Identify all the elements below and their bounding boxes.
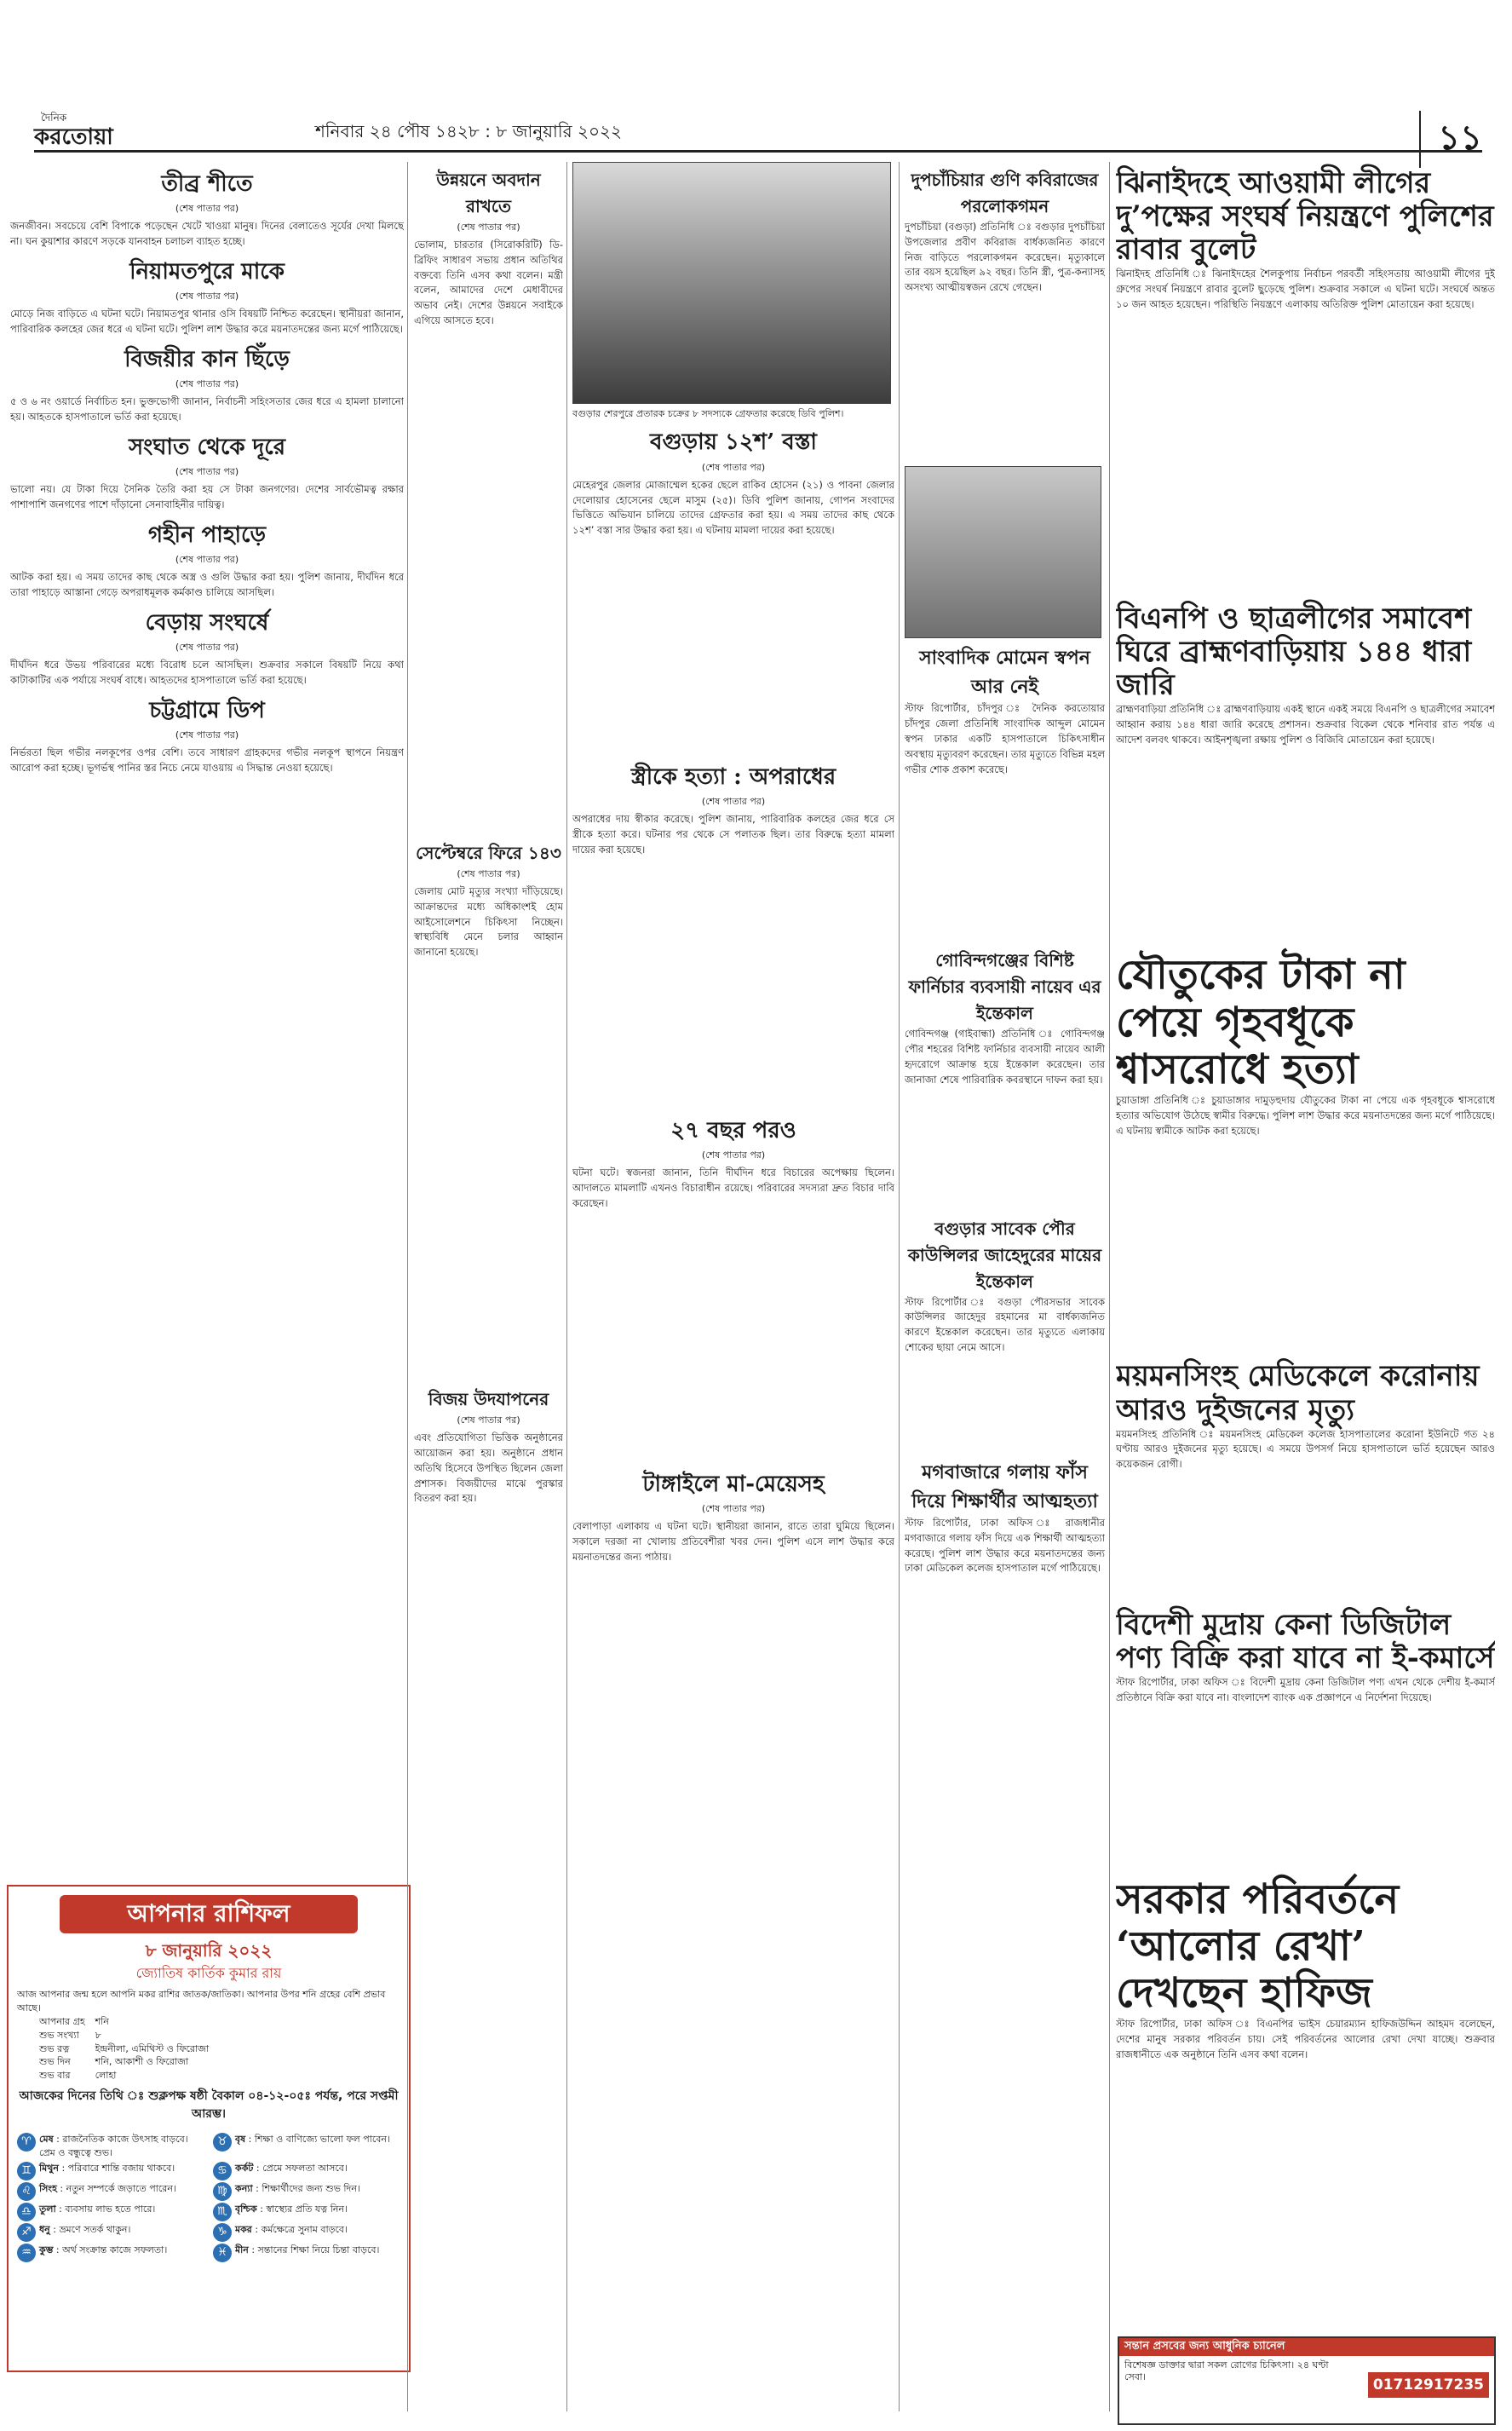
- table-value: ৮: [95, 2029, 101, 2041]
- ad-headline: সন্তান প্রসবের জন্য আধুনিক চ্যানেল: [1119, 2338, 1494, 2356]
- newspaper-logo: [34, 111, 136, 150]
- article-body: এবং প্রতিযোগিতা ভিত্তিক অনুষ্ঠানের আয়োজন করা হয়। অনুষ্ঠানে প্রধান অতিথি হিসেবে উপস্থিত ছিলেন জেলা প্রশাসক। বিজয়ীদের মাঝে পুরস্কার বিতরণ করা হয়।: [414, 1432, 563, 1505]
- headline: বেড়ায় সংঘর্ষে: [145, 609, 269, 636]
- zodiac-text: কর্মক্ষেত্রে সুনাম বাড়বে।: [261, 2223, 348, 2235]
- zodiac-icon: ♑: [213, 2223, 232, 2242]
- continued-note: (শেষ পাতার পর): [175, 554, 239, 566]
- continued-note: (শেষ পাতার পর): [175, 642, 239, 654]
- advertisement: [1118, 2336, 1496, 2425]
- continued-note: (শেষ পাতার পর): [701, 461, 766, 473]
- obituary-title: সাংবাদিক মোমেন স্বপন আর নেই: [919, 647, 1090, 699]
- headline: গহীন পাহাড়ে: [147, 521, 267, 548]
- zodiac-name: মিথুন: [39, 2162, 59, 2174]
- column-4: [905, 162, 1105, 2411]
- article-body: ৫ ও ৬ নং ওয়ার্ডে নির্বাচিত হন। ভুক্তভোগী জানান, নির্বাচনী সহিংসতার জের ধরে এ হামলা চালানো হয়। আহতকে হাসপাতালে ভর্তি করা হয়েছে।: [10, 395, 404, 423]
- column-divider: [899, 162, 900, 2411]
- horoscope-table: [34, 2015, 214, 2083]
- headline: ঝিনাইদহে আওয়ামী লীগের দু’পক্ষের সংঘর্ষ নিয়ন্ত্রণে পুলিশের রাবার বুলেট: [1116, 166, 1494, 268]
- headline: চট্টগ্রামে ডিপ: [149, 697, 265, 723]
- table-key: শুভ দিন: [39, 2056, 71, 2068]
- table-row: [34, 2055, 214, 2069]
- article-body: স্টাফ রিপোর্টার ঃ বগুড়া পৌরসভার সাবেক কাউন্সিলর জাহেদুর রহমানের মা বার্ধক্যজনিত কারণে ইন্তেকাল করেছেন। তার মৃত্যুতে এলাকায় শোকের ছায়া নেমে আসে।: [905, 1295, 1105, 1353]
- article-body: ঝিনাইদহ প্রতিনিধি ঃ ঝিনাইদহের শৈলকুপায় নির্বাচন পরবর্তী সহিংসতায় আওয়ামী লীগের দুই গ্রুপের সংঘর্ষ নিয়ন্ত্রণে রাবার বুলেট ছুড়েছে পুলিশ। শুক্রবার সকালে এ ঘটনা ঘটে। সংঘর্ষে অন্তত ১০ জন আহত হয়েছেন। পরিস্থিতি নিয়ন্ত্রণে এলাকায় অতিরিক্ত পুলিশ মোতায়েন করা হয়েছে।: [1116, 268, 1495, 310]
- zodiac-item: ♓ মীন : সন্তানের শিক্ষা নিয়ে চিন্তা বাড়বে।: [213, 2244, 400, 2262]
- zodiac-text: ব্যবসায় লাভ হতে পারে।: [65, 2203, 156, 2215]
- headline: দুপচাঁচিয়ার গুণি কবিরাজের পরলোকগমন: [911, 170, 1099, 216]
- zodiac-text: অর্থ সংক্রান্ত কাজে সফলতা।: [62, 2244, 168, 2255]
- continued-note: (শেষ পাতার পর): [175, 291, 239, 302]
- column-1: [10, 162, 404, 1875]
- continued-note: (শেষ পাতার পর): [701, 796, 766, 808]
- zodiac-item: ♌ সিংহ : নতুন সম্পর্কে জড়াতে পারেন।: [17, 2182, 204, 2201]
- horoscope-box: [7, 1885, 411, 2372]
- page-number: ১১: [1419, 111, 1482, 168]
- zodiac-icon: ♎: [17, 2203, 36, 2221]
- zodiac-name: সিংহ: [39, 2182, 57, 2194]
- headline: গোবিন্দগঞ্জের বিশিষ্ট ফার্নিচার ব্যবসায়ী নায়েব এর ইন্তেকাল: [908, 950, 1101, 1024]
- zodiac-item: ♏ বৃশ্চিক : স্বাস্থ্যের প্রতি যত্ন নিন।: [213, 2203, 400, 2221]
- table-row: [34, 2029, 214, 2042]
- zodiac-icon: ♍: [213, 2182, 232, 2201]
- horoscope-intro: আজ আপনার জন্ম হলে আপনি মকর রাশির জাতক/জাতিকা। আপনার উপর শনি গ্রহের বেশি প্রভাব আছে।: [17, 1988, 386, 2013]
- continued-note: (শেষ পাতার পর): [701, 1149, 766, 1161]
- zodiac-item: ♒ কুম্ভ : অর্থ সংক্রান্ত কাজে সফলতা।: [17, 2244, 204, 2262]
- headline: সংঘাত থেকে দূরে: [128, 434, 285, 460]
- zodiac-item: ♐ ধনু : ভ্রমণে সতর্ক থাকুন।: [17, 2223, 204, 2242]
- table-row: [34, 2069, 214, 2082]
- table-key: শুভ বার: [39, 2070, 71, 2082]
- article-body: গোবিন্দগঞ্জ (গাইবান্ধা) প্রতিনিধি ঃ গোবিন্দগঞ্জ পৌর শহরের বিশিষ্ট ফার্নিচার ব্যবসায়ী নায়েব আলী হৃদরোগে আক্রান্ত হয়ে ইন্তেকাল করেছেন। তার জানাজা শেষে পারিবারিক কবরস্থানে দাফন করা হয়।: [905, 1028, 1105, 1086]
- headline: মগবাজারে গলায় ফাঁস দিয়ে শিক্ষার্থীর আত্মহত্যা: [911, 1460, 1098, 1512]
- masthead: [34, 111, 1482, 158]
- table-value: ইন্দ্রনীলা, এমিথিস্ট ও ফিরোজা: [95, 2042, 210, 2054]
- article-body: স্টাফ রিপোর্টার, ঢাকা অফিস ঃ বিএনপির ভাইস চেয়ারম্যান হাফিজউদ্দিন আহমদ বলেছেন, দেশের মানুষ সরকার পরিবর্তন চায়। সেই পরিবর্তনের আলোর রেখা দেখা যাচ্ছে। শুক্রবার রাজধানীতে এক অনুষ্ঠানে তিনি এসব কথা বলেন।: [1116, 2018, 1495, 2061]
- tithi-note: আজকের দিনের তিথি ঃ শুক্লপক্ষ ষষ্ঠী বৈকাল ০৪-১২-০৫ঃ পর্যন্ত, পরে সপ্তমী আরম্ভ।: [19, 2089, 399, 2121]
- portrait-photo: [905, 466, 1101, 638]
- article-body: মেহেরপুর জেলার মোজাম্মেল হকের ছেলে রাকিব হোসেন (২১) ও পাবনা জেলার দেলোয়ার হোসেনের ছেলে মাসুম (২৫)। ডিবি পুলিশ জানায়, গোপন সংবাদের ভিত্তিতে অভিযান চালিয়ে তাদের গ্রেফতার করা হয়। এ সময় তাদের কাছ থেকে ১২শ’ বস্তা সার উদ্ধার করা হয়। এ ঘটনায় মামলা দায়ের করা হয়েছে।: [572, 478, 894, 537]
- article-body: দুপচাঁচিয়া (বগুড়া) প্রতিনিধি ঃ বগুড়ার দুপচাঁচিয়া উপজেলার প্রবীণ কবিরাজ বার্ধক্যজনিত কারণে নিজ বাড়িতে পরলোকগমন করেছেন। মৃত্যুকালে তার বয়স হয়েছিল ৯২ বছর। তিনি স্ত্রী, পুত্র-কন্যাসহ অসংখ্য আত্মীয়স্বজন রেখে গেছেন।: [905, 221, 1105, 294]
- zodiac-text: শিক্ষার্থীদের জন্য শুভ দিন।: [262, 2182, 360, 2194]
- ad-phone[interactable]: 01712917235: [1368, 2372, 1489, 2398]
- zodiac-text: পরিবারে শান্তি বজায় থাকবে।: [67, 2162, 175, 2174]
- headline: বিজয় উদযাপনের: [428, 1389, 549, 1410]
- zodiac-text: সন্তানের শিক্ষা নিয়ে চিন্তা বাড়বে।: [257, 2244, 380, 2255]
- article-body: ব্রাহ্মণবাড়িয়া প্রতিনিধি ঃ ব্রাহ্মণবাড়িয়ায় একই স্থানে একই সময়ে বিএনপি ও ছাত্রলীগের সমাবেশ আহ্বান করায় ১৪৪ ধারা জারি করেছে প্রশাসন। শুক্রবার বিকেল থেকে শনিবার রাত পর্যন্ত এ আদেশ বলবৎ থাকবে। আইনশৃঙ্খলা রক্ষায় পুলিশ ও বিজিবি মোতায়েন করা হয়েছে।: [1116, 703, 1495, 746]
- ad-body: বিশেষজ্ঞ ডাক্তার দ্বারা সকল রোগের চিকিৎসা। ২৪ ঘণ্টা সেবা।: [1124, 2359, 1329, 2383]
- continued-note: (শেষ পাতার পর): [457, 222, 520, 233]
- article-body: ঘটনা ঘটে। স্বজনরা জানান, তিনি দীর্ঘদিন ধরে বিচারের অপেক্ষায় ছিলেন। আদালতে মামলাটি এখনও বিচারাধীন রয়েছে। পরিবারের সদস্যরা দ্রুত বিচার দাবি করেছেন।: [572, 1167, 894, 1209]
- headline: বিএনপি ও ছাত্রলীগের সমাবেশ ঘিরে ব্রাহ্মণবাড়িয়ায় ১৪৪ ধারা জারি: [1116, 601, 1472, 702]
- table-key: আপনার গ্রহ: [39, 2015, 85, 2027]
- column-divider: [407, 162, 408, 2411]
- continued-note: (শেষ পাতার পর): [701, 1502, 766, 1514]
- zodiac-name: বৃশ্চিক: [235, 2203, 257, 2215]
- zodiac-name: ধনু: [39, 2223, 50, 2235]
- column-5: [1116, 162, 1495, 2326]
- headline: বগুড়ার সাবেক পৌর কাউন্সিলর জাহেদুরের মায়ের ইন্তেকাল: [907, 1218, 1102, 1292]
- zodiac-icon: ♏: [213, 2203, 232, 2221]
- zodiac-item: ♋ কর্কট : প্রেমে সফলতা আসবে।: [213, 2162, 400, 2180]
- zodiac-icon: ♊: [17, 2162, 36, 2180]
- astrologer-name: জ্যোতিষ কার্তিক কুমার রায়: [135, 1964, 282, 1981]
- article-body: স্টাফ রিপোর্টার, ঢাকা অফিস ঃ বিদেশী মুদ্রায় কেনা ডিজিটাল পণ্য এখন থেকে দেশীয় ই-কমার্স প্রতিষ্ঠানে বিক্রি করা যাবে না। বাংলাদেশ ব্যাংক এক প্রজ্ঞাপনে এ নির্দেশনা দিয়েছে।: [1116, 1676, 1495, 1704]
- article-body: চুয়াডাঙ্গা প্রতিনিধি ঃ চুয়াডাঙ্গার দামুড়হুদায় যৌতুকের টাকা না পেয়ে এক গৃহবধূকে শ্বাসরোধে হত্যার অভিযোগ উঠেছে স্বামীর বিরুদ্ধে। পুলিশ লাশ উদ্ধার করে ময়নাতদন্তের জন্য মর্গে পাঠিয়েছে। এ ঘটনায় স্বামীকে আটক করা হয়েছে।: [1116, 1094, 1495, 1137]
- headline: যৌতুকের টাকা না পেয়ে গৃহবধূকে শ্বাসরোধে হত্যা: [1116, 951, 1406, 1093]
- zodiac-name: মীন: [235, 2244, 249, 2255]
- article-body: জেলায় মোট মৃত্যুর সংখ্যা দাঁড়িয়েছে। আক্রান্তদের মধ্যে অধিকাংশই হোম আইসোলেশনে চিকিৎসা নিচ্ছেন। স্বাস্থ্যবিধি মেনে চলার আহ্বান জানানো হয়েছে।: [414, 884, 563, 959]
- table-value: লোহা: [95, 2070, 117, 2082]
- table-row: [34, 2042, 214, 2056]
- zodiac-item: ♑ মকর : কর্মক্ষেত্রে সুনাম বাড়বে।: [213, 2223, 400, 2242]
- zodiac-icon: ♉: [213, 2133, 232, 2152]
- zodiac-text: নতুন সম্পর্কে জড়াতে পারেন।: [66, 2182, 176, 2194]
- continued-note: (শেষ পাতার পর): [175, 378, 239, 390]
- article-body: অপরাধের দায় স্বীকার করেছে। পুলিশ জানায়, পারিবারিক কলহের জের ধরে সে স্ত্রীকে হত্যা করে। ঘটনার পর থেকে সে পলাতক ছিল। তার বিরুদ্ধে হত্যা মামলা দায়ের করা হয়েছে।: [572, 813, 894, 855]
- article-body: স্টাফ রিপোর্টার, ঢাকা অফিস ঃ রাজধানীর মগবাজারে গলায় ফাঁস দিয়ে এক শিক্ষার্থী আত্মহত্যা করেছে। পুলিশ লাশ উদ্ধার করে ময়নাতদন্তের জন্য ঢাকা মেডিকেল কলেজ হাসপাতাল মর্গে পাঠিয়েছে।: [905, 1517, 1105, 1575]
- zodiac-name: কন্যা: [235, 2182, 253, 2194]
- zodiac-name: মকর: [235, 2223, 252, 2235]
- zodiac-icon: ♌: [17, 2182, 36, 2201]
- zodiac-icon: ♋: [213, 2162, 232, 2180]
- zodiac-item: ♍ কন্যা : শিক্ষার্থীদের জন্য শুভ দিন।: [213, 2182, 400, 2201]
- table-key: শুভ সংখ্যা: [39, 2029, 79, 2041]
- zodiac-text: রাজনৈতিক কাজে উৎসাহ বাড়বে। প্রেম ও বন্ধুত্বে শুভ।: [39, 2133, 188, 2158]
- continued-note: (শেষ পাতার পর): [175, 203, 239, 215]
- column-3: [572, 162, 894, 2411]
- zodiac-text: স্বাস্থ্যের প্রতি যত্ন নিন।: [266, 2203, 348, 2215]
- table-value: শনি: [95, 2015, 109, 2027]
- zodiac-item: ♊ মিথুন : পরিবারে শান্তি বজায় থাকবে।: [17, 2162, 204, 2180]
- zodiac-name: মেষ: [39, 2133, 54, 2145]
- article-body: বেলাপাড়া এলাকায় এ ঘটনা ঘটে। স্থানীয়রা জানান, রাতে তারা ঘুমিয়ে ছিলেন। সকালে দরজা না খোলায় প্রতিবেশীরা খবর দেন। পুলিশ এসে লাশ উদ্ধার করে ময়নাতদন্তের জন্য পাঠায়।: [572, 1519, 894, 1563]
- headline: ময়মনসিংহ মেডিকেলে করোনায় আরও দুইজনের মৃত্যু: [1116, 1359, 1480, 1427]
- zodiac-text: ভ্রমণে সতর্ক থাকুন।: [59, 2223, 131, 2235]
- news-photo: [572, 162, 891, 404]
- horoscope-date: ৮ জানুয়ারি ২০২২: [145, 1939, 273, 1961]
- continued-note: (শেষ পাতার পর): [175, 729, 239, 741]
- article-body: আটক করা হয়। এ সময় তাদের কাছ থেকে অস্ত্র ও গুলি উদ্ধার করা হয়। পুলিশ জানায়, দীর্ঘদিন ধরে তারা পাহাড়ে আস্তানা গেড়ে অপরাধমূলক কর্মকাণ্ড চালিয়ে আসছিল।: [10, 571, 404, 599]
- continued-note: (শেষ পাতার পর): [457, 867, 520, 879]
- headline: সরকার পরিবর্তনে ‘আলোর রেখা’ দেখছেন হাফিজ: [1116, 1875, 1400, 2018]
- headline: বগুড়ায় ১২শ’ বস্তা: [650, 429, 817, 456]
- zodiac-list: [9, 2128, 409, 2267]
- headline: তীব্র শীতে: [161, 171, 253, 197]
- logo-main-text: করতোয়া: [34, 124, 113, 150]
- headline: নিয়ামতপুরে মাকে: [129, 258, 285, 285]
- zodiac-name: কুম্ভ: [39, 2244, 54, 2255]
- ad-clinic-name: সিটি মেডিসিন সেন্টার: [1400, 2342, 1489, 2353]
- zodiac-text: প্রেমে সফলতা আসবে।: [262, 2162, 348, 2174]
- headline: স্ত্রীকে হত্যা : অপরাধের: [630, 763, 836, 790]
- article-body: ময়মনসিংহ প্রতিনিধি ঃ ময়মনসিংহ মেডিকেল কলেজ হাসপাতালের করোনা ইউনিটে গত ২৪ ঘণ্টায় আরও দুইজনের মৃত্যু হয়েছে। এ সময়ে উপসর্গ নিয়ে হাসপাতালে ভর্তি হয়েছেন আরও কয়েকজন রোগী।: [1116, 1427, 1495, 1471]
- headline: উন্নয়নে অবদান রাখতে: [436, 170, 541, 216]
- zodiac-icon: ♈: [17, 2133, 36, 2152]
- headline: বিজয়ীর কান ছিঁড়ে: [124, 346, 290, 372]
- zodiac-icon: ♓: [213, 2244, 232, 2262]
- zodiac-icon: ♐: [17, 2223, 36, 2242]
- headline: বিদেশী মুদ্রায় কেনা ডিজিটাল পণ্য বিক্রি করা যাবে না ই-কমার্সে: [1116, 1608, 1495, 1676]
- continued-note: (শেষ পাতার পর): [457, 1414, 520, 1426]
- article-body: নির্ভরতা ছিল গভীর নলকূপের ওপর বেশি। তবে সাধারণ গ্রাহকদের গভীর নলকূপ স্থাপনে নিয়ন্ত্রণ আরোপ করা হচ্ছে। ভূগর্ভস্থ পানির স্তর নিচে নেমে যাওয়ায় এ সিদ্ধান্ত নেওয়া হয়েছে।: [10, 746, 404, 774]
- headline: ২৭ বছর পরও: [670, 1117, 796, 1143]
- column-2: [414, 162, 563, 2411]
- article-body: দীর্ঘদিন ধরে উভয় পরিবারের মধ্যে বিরোধ চলে আসছিল। শুক্রবার সকালে বিষয়টি নিয়ে কথা কাটাকাটির এক পর্যায়ে সংঘর্ষ বাধে। আহতদের হাসপাতালে ভর্তি করা হয়েছে।: [10, 659, 404, 686]
- table-key: শুভ রত্ন: [39, 2042, 70, 2054]
- table-row: [34, 2015, 214, 2029]
- page-date: শনিবার ২৪ পৌষ ১৪২৮ : ৮ জানুয়ারি ২০২২: [315, 121, 622, 141]
- zodiac-name: বৃষ: [235, 2133, 246, 2145]
- headline: সেপ্টেম্বরে ফিরে ১৪৩: [416, 842, 561, 863]
- logo-small-text: দৈনিক: [41, 112, 67, 124]
- article-body: ভালো নয়। যে টাকা দিয়ে সৈনিক তৈরি করা হয় সে টাকা জনগণের। দেশের সার্বভৌমত্ব রক্ষার পাশাপাশি জনগণের পাশে দাঁড়ানো সেনাবাহিনীর দায়িত্ব।: [10, 483, 404, 511]
- zodiac-name: কর্কট: [235, 2162, 254, 2174]
- table-value: শনি, আকাশী ও ফিরোজা: [95, 2056, 189, 2068]
- article-body: ভোলাম, চারতার (সিরোকরিটি) ডি-ব্রিফিং সাধারণ সভায় প্রধান অতিথির বক্তব্যে তিনি এসব কথা বলেন। মন্ত্রী বলেন, আমাদের দেশে মেধাবীদের অভাব নেই। দেশের উন্নয়নে সবাইকে এগিয়ে আসতে হবে।: [414, 239, 563, 327]
- column-divider: [566, 162, 567, 2411]
- zodiac-item: ♎ তুলা : ব্যবসায় লাভ হতে পারে।: [17, 2203, 204, 2221]
- article-body: স্টাফ রিপোর্টার, চাঁদপুর ঃ দৈনিক করতোয়ার চাঁদপুর জেলা প্রতিনিধি সাংবাদিক আব্দুল মোমেন স্বপন ঢাকার একটি হাসপাতালে চিকিৎসাধীন অবস্থায় মৃত্যুবরণ করেছেন। তার মৃত্যুতে বিভিন্ন মহল গভীর শোক প্রকাশ করেছে।: [905, 702, 1105, 775]
- zodiac-item: ♉ বৃষ : শিক্ষা ও বাণিজ্যে ভালো ফল পাবেন।: [213, 2133, 400, 2160]
- continued-note: (শেষ পাতার পর): [175, 466, 239, 478]
- zodiac-item: ♈ মেষ : রাজনৈতিক কাজে উৎসাহ বাড়বে। প্রেম ও বন্ধুত্বে শুভ।: [17, 2133, 204, 2160]
- photo-caption: বগুড়ার শেরপুরে প্রতারক চক্রের ৮ সদস্যকে গ্রেফতার করেছে ডিবি পুলিশ।: [572, 408, 844, 419]
- horoscope-banner: আপনার রাশিফল: [60, 1895, 358, 1933]
- zodiac-text: শিক্ষা ও বাণিজ্যে ভালো ফল পাবেন।: [254, 2133, 390, 2145]
- column-divider: [1109, 162, 1110, 2411]
- article-body: জনজীবন। সবচেয়ে বেশি বিপাকে পড়েছেন খেটে খাওয়া মানুষ। দিনের বেলাতেও সূর্যের দেখা মিলছে না। ঘন কুয়াশার কারণে সড়কে যানবাহন চলাচল ব্যাহত হচ্ছে।: [10, 220, 404, 248]
- headline: টাঙ্গাইলে মা-মেয়েসহ: [642, 1471, 825, 1497]
- zodiac-icon: ♒: [17, 2244, 36, 2262]
- zodiac-name: তুলা: [39, 2203, 56, 2215]
- article-body: মোড়ে নিজ বাড়িতে এ ঘটনা ঘটে। নিয়ামতপুর থানার ওসি বিষয়টি নিশ্চিত করেছেন। স্থানীয়রা জানান, পারিবারিক কলহের জের ধরে এ ঘটনা ঘটে। পুলিশ লাশ উদ্ধার করে ময়নাতদন্তের জন্য মর্গে পাঠিয়েছে।: [10, 308, 404, 336]
